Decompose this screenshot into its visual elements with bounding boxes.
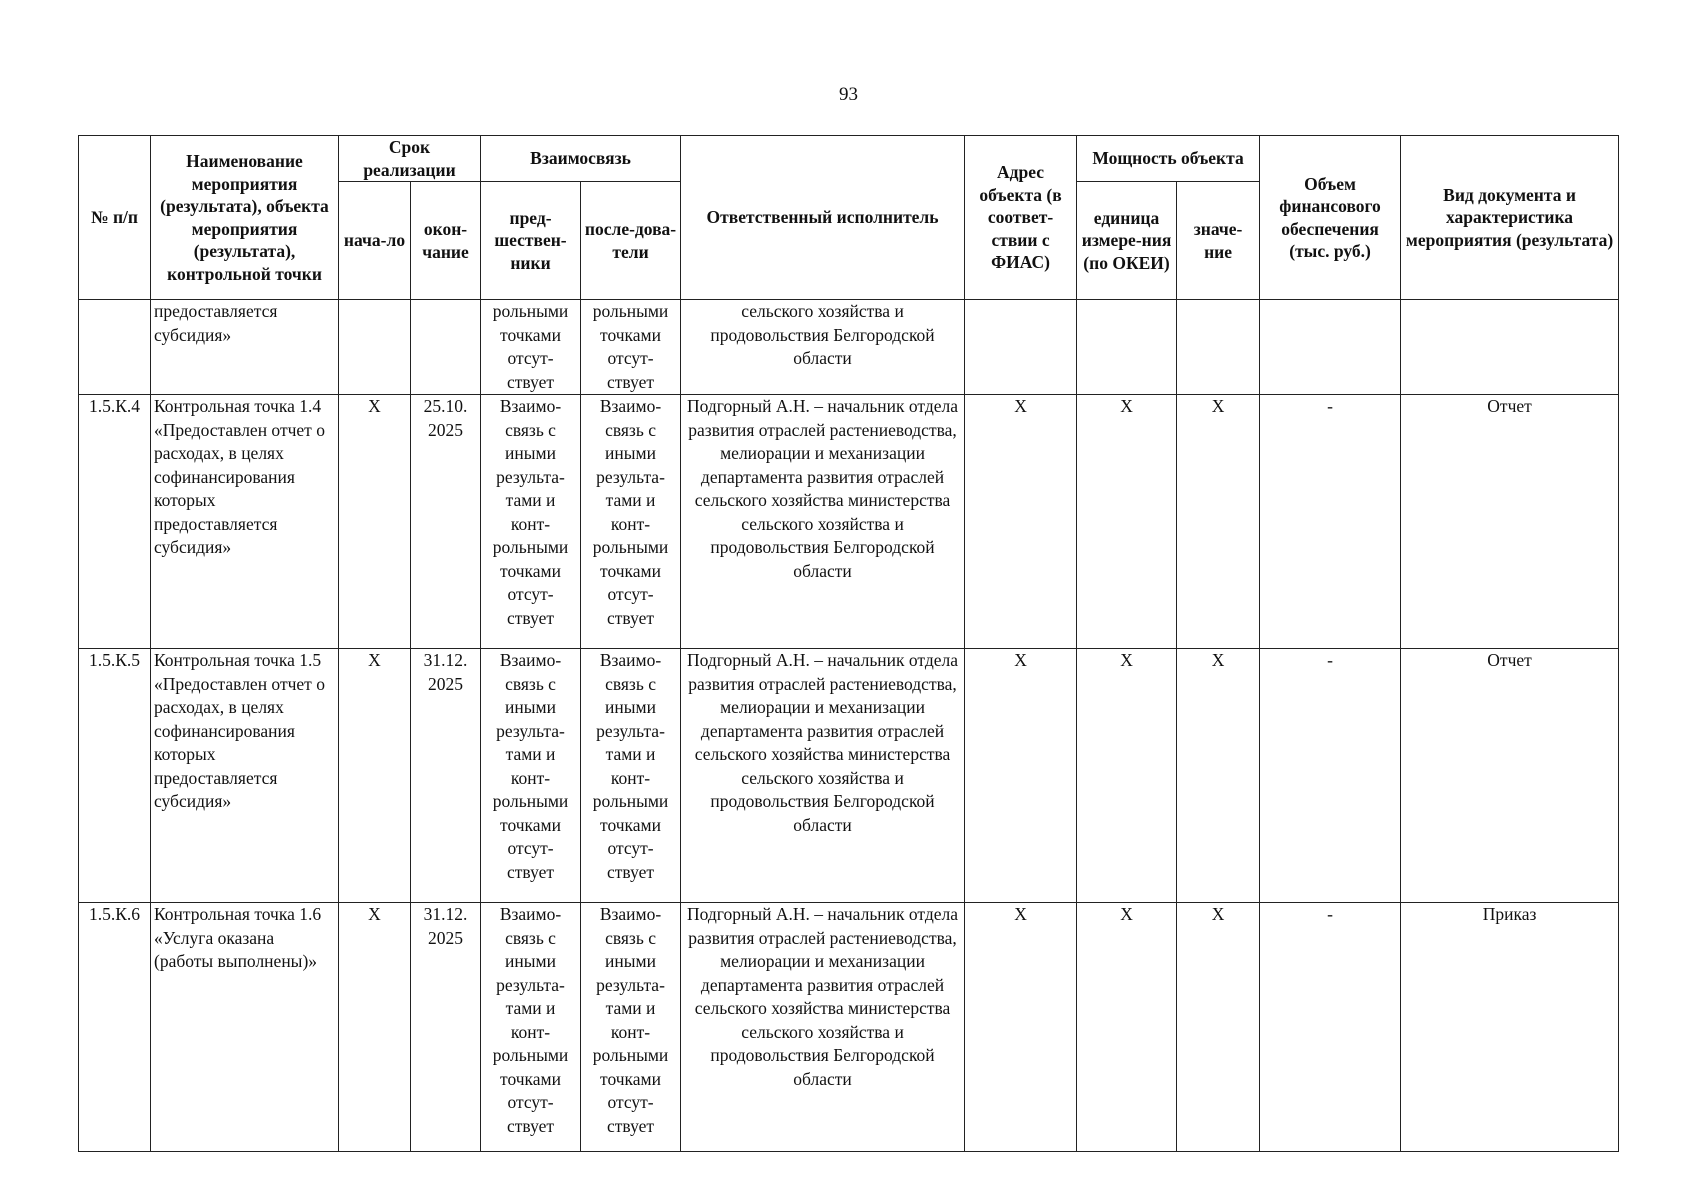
table-row-continuation bbox=[79, 300, 1619, 395]
cell-financing: - bbox=[1260, 649, 1401, 903]
header-term-start: нача-ло bbox=[339, 182, 411, 300]
cell-num: 1.5.К.4 bbox=[79, 395, 151, 649]
cell-value bbox=[1177, 300, 1260, 395]
header-address: Адрес объекта (в соответ-ствии с ФИАС) bbox=[965, 136, 1077, 300]
header-term-end: окон-чание bbox=[411, 182, 481, 300]
header-relation: Взаимосвязь bbox=[481, 136, 681, 182]
cell-end: 31.12. 2025 bbox=[411, 903, 481, 1152]
cell-successors: рольными точками отсут-ствует bbox=[581, 300, 681, 395]
header-doc-type: Вид документа и характеристика мероприятия (результата) bbox=[1401, 136, 1619, 300]
cell-responsible: сельского хозяйства и продовольствия Белгородской области bbox=[681, 300, 965, 395]
cell-successors: Взаимо-связь с иными результа-тами и конт-рольными точками отсут-ствует bbox=[581, 395, 681, 649]
cell-doc-type: Отчет bbox=[1401, 395, 1619, 649]
cell-responsible: Подгорный А.Н. – начальник отдела развития отраслей растениеводства, мелиорации и механизации департамента развития отраслей сельского хозяйства министерства сельского хозяйства и продовольствия Белгородской области bbox=[681, 395, 965, 649]
cell-start: X bbox=[339, 903, 411, 1152]
cell-end: 25.10. 2025 bbox=[411, 395, 481, 649]
cell-name: Контрольная точка 1.6 «Услуга оказана (работы выполнены)» bbox=[151, 903, 339, 1152]
header-responsible: Ответственный исполнитель bbox=[681, 136, 965, 300]
cell-value: X bbox=[1177, 903, 1260, 1152]
cell-unit: X bbox=[1077, 903, 1177, 1152]
page-number: 93 bbox=[839, 84, 858, 105]
cell-start bbox=[339, 300, 411, 395]
header-name: Наименование мероприятия (результата), объекта мероприятия (результата), контрольной точки bbox=[151, 136, 339, 300]
cell-address: X bbox=[965, 903, 1077, 1152]
cell-num: 1.5.К.6 bbox=[79, 903, 151, 1152]
cell-predecessors: Взаимо-связь с иными результа-тами и конт-рольными точками отсут-ствует bbox=[481, 649, 581, 903]
table-row bbox=[79, 395, 1619, 649]
cell-name: Контрольная точка 1.5 «Предоставлен отчет о расходах, в целях софинансирования которых предоставляется субсидия» bbox=[151, 649, 339, 903]
cell-predecessors: рольными точками отсут-ствует bbox=[481, 300, 581, 395]
header-value: значе-ние bbox=[1177, 182, 1260, 300]
header-unit: единица измере-ния (по ОКЕИ) bbox=[1077, 182, 1177, 300]
header-num: № п/п bbox=[79, 136, 151, 300]
cell-financing: - bbox=[1260, 395, 1401, 649]
header-predecessors: пред-шествен-ники bbox=[481, 182, 581, 300]
cell-predecessors: Взаимо-связь с иными результа-тами и конт-рольными точками отсут-ствует bbox=[481, 395, 581, 649]
cell-unit bbox=[1077, 300, 1177, 395]
table-row bbox=[79, 649, 1619, 903]
cell-successors: Взаимо-связь с иными результа-тами и конт-рольными точками отсут-ствует bbox=[581, 903, 681, 1152]
cell-address: X bbox=[965, 649, 1077, 903]
cell-doc-type: Приказ bbox=[1401, 903, 1619, 1152]
cell-value: X bbox=[1177, 395, 1260, 649]
header-financing: Объем финансового обеспечения (тыс. руб.) bbox=[1260, 136, 1401, 300]
header-successors: после-дова-тели bbox=[581, 182, 681, 300]
cell-responsible: Подгорный А.Н. – начальник отдела развития отраслей растениеводства, мелиорации и механизации департамента развития отраслей сельского хозяйства министерства сельского хозяйства и продовольствия Белгородской области bbox=[681, 649, 965, 903]
cell-value: X bbox=[1177, 649, 1260, 903]
table-header bbox=[79, 136, 1619, 300]
cell-name: предоставляется субсидия» bbox=[151, 300, 339, 395]
table-row bbox=[79, 903, 1619, 1152]
plan-table bbox=[78, 135, 1619, 1152]
cell-num bbox=[79, 300, 151, 395]
cell-financing bbox=[1260, 300, 1401, 395]
cell-start: X bbox=[339, 649, 411, 903]
cell-end bbox=[411, 300, 481, 395]
cell-name: Контрольная точка 1.4 «Предоставлен отчет о расходах, в целях софинансирования которых предоставляется субсидия» bbox=[151, 395, 339, 649]
cell-address bbox=[965, 300, 1077, 395]
cell-start: X bbox=[339, 395, 411, 649]
cell-unit: X bbox=[1077, 649, 1177, 903]
header-term: Срок реализации bbox=[339, 136, 481, 182]
cell-address: X bbox=[965, 395, 1077, 649]
cell-responsible: Подгорный А.Н. – начальник отдела развития отраслей растениеводства, мелиорации и механизации департамента развития отраслей сельского хозяйства министерства сельского хозяйства и продовольствия Белгородской области bbox=[681, 903, 965, 1152]
cell-num: 1.5.К.5 bbox=[79, 649, 151, 903]
cell-unit: X bbox=[1077, 395, 1177, 649]
cell-predecessors: Взаимо-связь с иными результа-тами и конт-рольными точками отсут-ствует bbox=[481, 903, 581, 1152]
header-capacity: Мощность объекта bbox=[1077, 136, 1260, 182]
cell-doc-type bbox=[1401, 300, 1619, 395]
cell-financing: - bbox=[1260, 903, 1401, 1152]
cell-doc-type: Отчет bbox=[1401, 649, 1619, 903]
cell-successors: Взаимо-связь с иными результа-тами и конт-рольными точками отсут-ствует bbox=[581, 649, 681, 903]
cell-end: 31.12. 2025 bbox=[411, 649, 481, 903]
